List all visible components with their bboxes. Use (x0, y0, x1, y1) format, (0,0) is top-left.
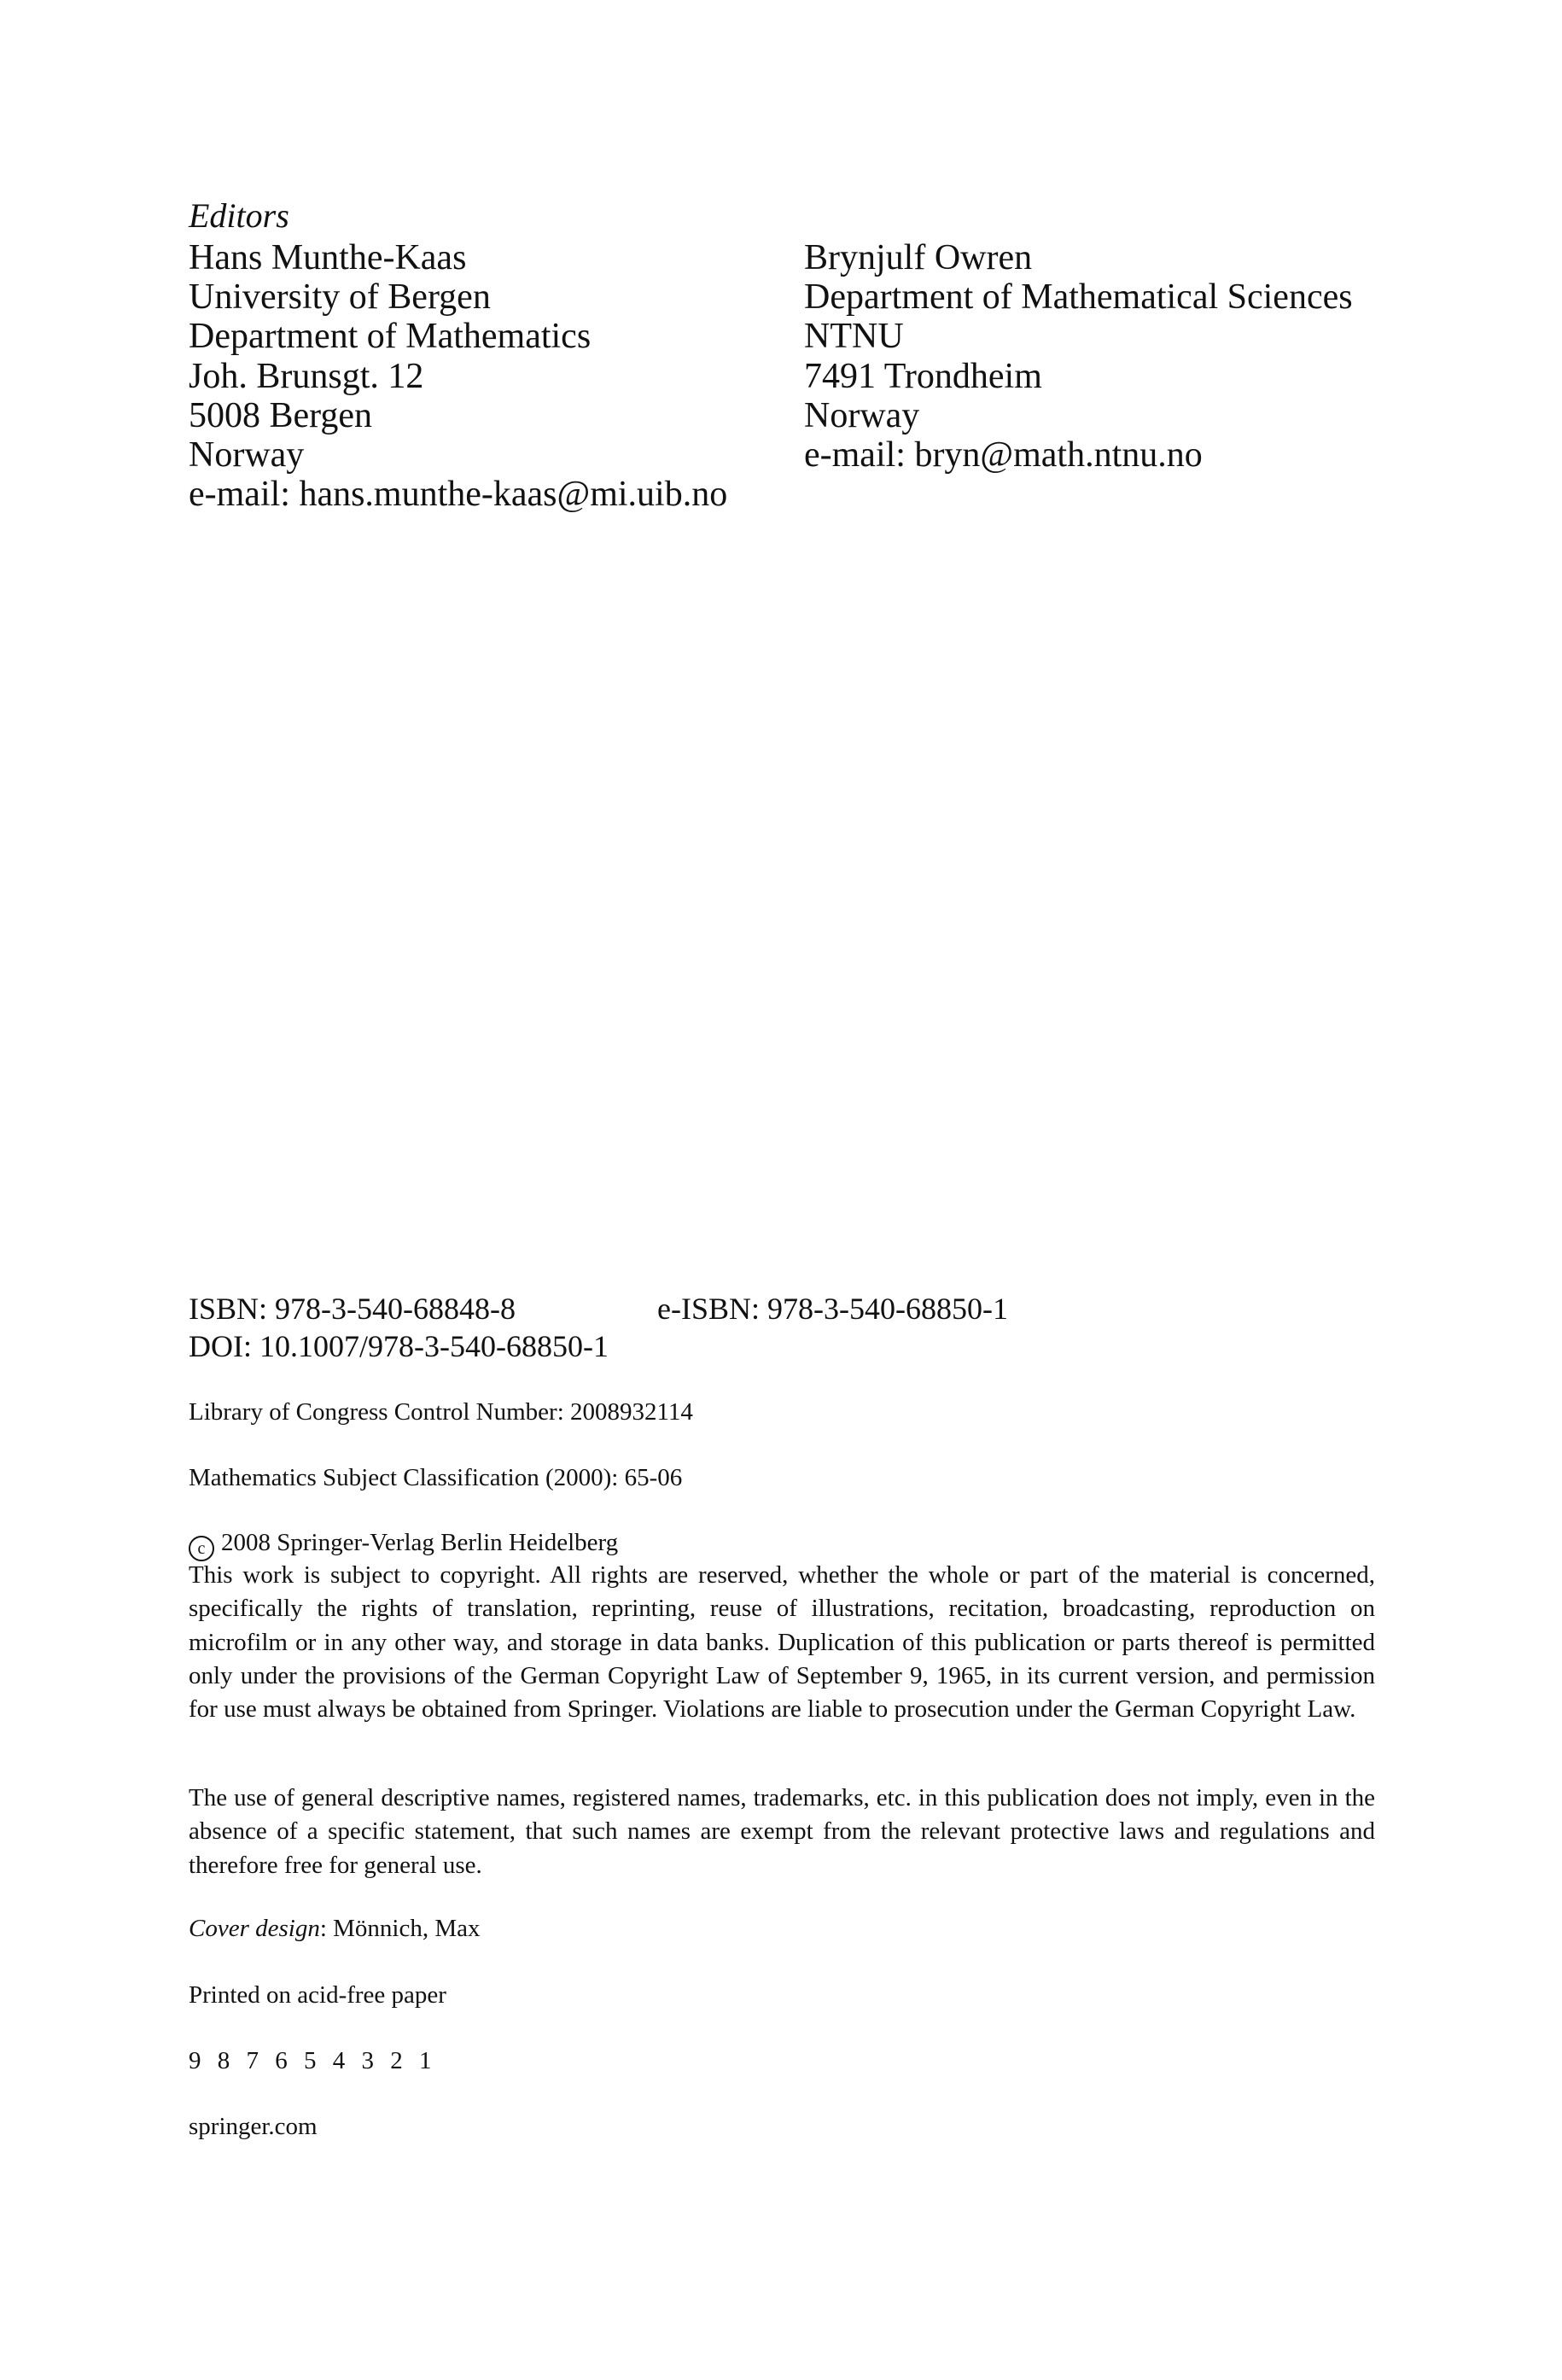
editor-right-name: Brynjulf Owren (804, 238, 1033, 277)
copyright-holder-text: 2008 Springer-Verlag Berlin Heidelberg (221, 1529, 619, 1556)
copyright-notice: This work is subject to copyright. All rights are reserved, whether the whole or part of the material is concerned, specifically the rights of translation, reprinting, reuse of illustrations, recitation, broadcasting, reproduction on microfilm or in any other way, and storage in data banks. Duplication of this publication or parts thereof is permitted only under the provisions of the German Copyright Law of September 9, 1965, in its current version, and permission for use must always be obtained from Springer. Violations are liable to prosecution under the German Copyright Law. (189, 1561, 1375, 1724)
cover-design (189, 1912, 1375, 1945)
print-line: 9 8 7 6 5 4 3 2 1 (189, 2047, 437, 2074)
doi: DOI: 10.1007/978-3-540-68850-1 (189, 1329, 609, 1363)
editor-right-department: Department of Mathematical Sciences (804, 277, 1353, 318)
paper-note: Printed on acid-free paper (189, 1981, 446, 2009)
isbn-row (189, 1291, 1008, 1327)
editor-right-address (804, 238, 1353, 475)
editor-left-country: Norway (189, 435, 305, 475)
trademark-notice: The use of general descriptive names, registered names, trademarks, etc. in this publication does not imply, even in the absence of a specific statement, that such names are exempt from the relevant protective laws and regulations and therefore free for general use. (189, 1784, 1375, 1879)
editor-right-university: NTNU (804, 317, 904, 357)
editor-left-department: Department of Mathematics (189, 317, 592, 357)
editor-left-street: Joh. Brunsgt. 12 (189, 356, 424, 396)
copyright-holder (189, 1526, 1375, 1561)
editor-left-city: 5008 Bergen (189, 395, 373, 435)
editor-left-university: University of Bergen (189, 277, 491, 318)
cover-design-label: Cover design (189, 1915, 320, 1942)
isbn: ISBN: 978-3-540-68848-8 (189, 1292, 516, 1326)
editor-right-city: 7491 Trondheim (804, 356, 1042, 396)
subject-classification: Mathematics Subject Classification (2000): 65-06 (189, 1464, 683, 1491)
editors-heading: Editors (189, 196, 289, 235)
editor-left-name: Hans Munthe-Kaas (189, 238, 467, 277)
cover-design-value: : Mönnich, Max (319, 1915, 481, 1942)
copyright-icon: c (189, 1536, 214, 1561)
editor-right-email: e-mail: bryn@math.ntnu.no (804, 435, 1203, 475)
editor-left-email: e-mail: hans.munthe-kaas@mi.uib.no (189, 475, 728, 515)
e-isbn: e-ISBN: 978-3-540-68850-1 (657, 1292, 1008, 1326)
lccn: Library of Congress Control Number: 2008932114 (189, 1398, 693, 1426)
editor-left-address (189, 238, 727, 514)
editor-right-country: Norway (804, 395, 920, 435)
publisher-website: springer.com (189, 2113, 318, 2140)
